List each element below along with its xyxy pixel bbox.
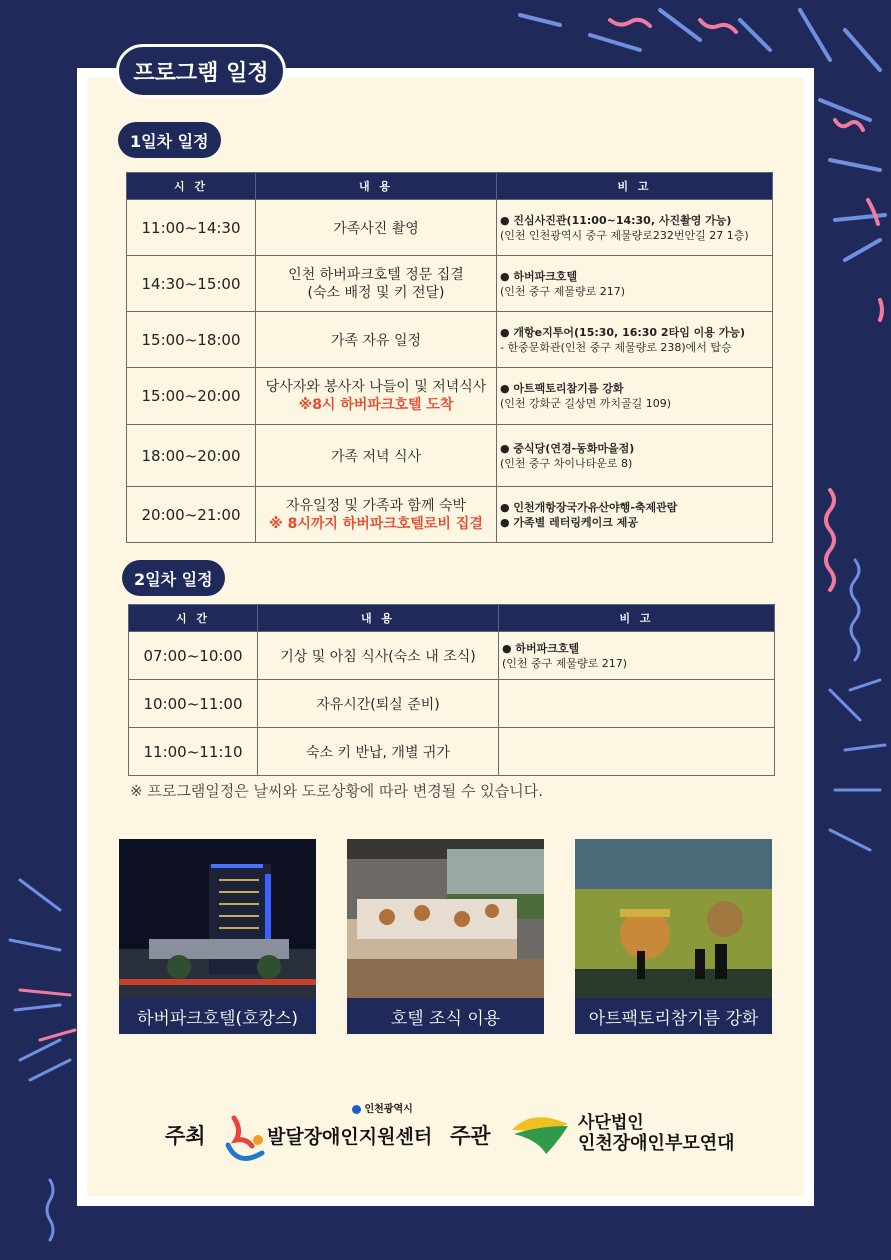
header-content: 내 용	[258, 605, 499, 632]
table-row	[129, 728, 775, 776]
photo-hotel	[119, 839, 316, 1035]
note-sub: - 한중문화관(인천 중구 제물량로 238)에서 탑승	[500, 340, 732, 354]
photo-breakfast	[347, 839, 544, 1035]
organizer-label: 주관	[450, 1124, 491, 1148]
time-cell: 15:00~18:00	[127, 312, 256, 368]
organizer-logo-icon	[508, 1104, 578, 1156]
day1-schedule-table	[126, 172, 773, 543]
note-cell	[497, 256, 773, 312]
table-row	[127, 200, 773, 256]
table-row	[127, 256, 773, 312]
note-cell	[497, 368, 773, 425]
time-cell: 10:00~11:00	[129, 680, 258, 728]
content-cell	[256, 425, 497, 487]
note-title: ● 개항e지투어(15:30, 16:30 2타임 이용 가능)	[500, 325, 746, 339]
content-text: 가족사진 촬영	[333, 220, 419, 237]
note-title: ● 하버파크호텔	[502, 641, 580, 655]
time-cell: 15:00~20:00	[127, 368, 256, 425]
content-cell: 숙소 키 반납, 개별 귀가	[258, 728, 499, 776]
content-text: 인천 하버파크호텔 정문 집결 (숙소 배정 및 키 전달)	[288, 266, 464, 301]
host-logo-icon	[220, 1110, 270, 1165]
content-cell	[256, 200, 497, 256]
note-cell	[497, 487, 773, 543]
time-cell: 18:00~20:00	[127, 425, 256, 487]
note-title: ● 하버파크호텔	[500, 269, 578, 283]
note-sub: (인천 중구 제물량로 217)	[500, 284, 626, 298]
host-label: 주최	[165, 1124, 206, 1148]
city-logo-icon	[352, 1105, 361, 1114]
table-header-row	[127, 173, 773, 200]
organizer-org: 인천장애인부모연대	[578, 1133, 735, 1154]
note-sub: (인천 중구 차이나타운로 8)	[500, 456, 633, 470]
schedule-notice: ※ 프로그램일정은 날씨와 도로상황에 따라 변경될 수 있습니다.	[130, 782, 543, 800]
time-cell: 07:00~10:00	[129, 632, 258, 680]
host-org: 발달장애인지원센터	[267, 1126, 433, 1148]
table-row	[127, 312, 773, 368]
note-sub: (인천 인천광역시 중구 제물량로232번안길 27 1층)	[500, 228, 749, 242]
note-cell	[497, 200, 773, 256]
table-row	[129, 680, 775, 728]
note-title: ● 중식당(연경-동화마을점)	[500, 441, 635, 455]
content-text: 자유일정 및 가족과 함께 숙박	[285, 497, 467, 514]
header-note: 비 고	[499, 605, 775, 632]
day2-schedule-table	[128, 604, 775, 776]
hotel-image	[119, 839, 316, 999]
note-sub: (인천 중구 제물량로 217)	[502, 656, 628, 670]
art-factory-image	[575, 839, 772, 999]
note-title: ● 아트팩토리참기름 강화	[500, 382, 624, 395]
day1-label: 1일차 일정	[118, 122, 221, 158]
note-cell	[497, 425, 773, 487]
photo-caption: 하버파크호텔(호캉스)	[119, 998, 316, 1034]
host-org-top-text: 인천광역시	[364, 1104, 413, 1115]
note-sub: ● 가족별 레터링케이크 제공	[500, 515, 638, 529]
time-cell: 11:00~11:10	[129, 728, 258, 776]
content-cell	[256, 256, 497, 312]
header-content: 내 용	[256, 173, 497, 200]
content-text: 가족 자유 일정	[330, 332, 422, 349]
content-text: 가족 저녁 식사	[330, 448, 422, 465]
content-cell	[256, 368, 497, 425]
note-cell	[499, 680, 775, 728]
note-sub: (인천 강화군 길상면 까치골길 109)	[500, 397, 672, 410]
content-highlight: ※8시 하버파크호텔 도착	[298, 397, 454, 413]
breakfast-image	[347, 839, 544, 999]
content-highlight: ※ 8시까지 하버파크호텔로비 집결	[269, 515, 483, 532]
content-cell: 기상 및 아침 식사(숙소 내 조식)	[258, 632, 499, 680]
note-title: ● 진심사진관(11:00~14:30, 사진촬영 가능)	[500, 213, 732, 227]
header-time: 시 간	[129, 605, 258, 632]
header-time: 시 간	[127, 173, 256, 200]
content-text: 당사자와 봉사자 나들이 및 저녁식사	[265, 379, 487, 395]
host-org-top	[352, 1100, 413, 1115]
content-cell	[256, 312, 497, 368]
photo-caption: 아트팩토리참기름 강화	[575, 998, 772, 1034]
content-cell	[256, 487, 497, 543]
time-cell: 14:30~15:00	[127, 256, 256, 312]
organizer-org-top: 사단법인	[578, 1113, 644, 1133]
time-cell: 20:00~21:00	[127, 487, 256, 543]
note-cell	[499, 728, 775, 776]
photo-caption: 호텔 조식 이용	[347, 998, 544, 1034]
note-title: ● 인천개항장국가유산야행-축제관람	[500, 500, 678, 514]
table-header-row	[129, 605, 775, 632]
page-title: 프로그램 일정	[116, 44, 286, 98]
table-row	[127, 368, 773, 425]
note-cell	[499, 632, 775, 680]
photo-art-factory	[575, 839, 772, 1035]
table-row	[127, 425, 773, 487]
table-row	[129, 632, 775, 680]
header-note: 비 고	[497, 173, 773, 200]
content-cell: 자유시간(퇴실 준비)	[258, 680, 499, 728]
time-cell: 11:00~14:30	[127, 200, 256, 256]
table-row	[127, 487, 773, 543]
note-cell	[497, 312, 773, 368]
day2-label: 2일차 일정	[122, 560, 225, 596]
